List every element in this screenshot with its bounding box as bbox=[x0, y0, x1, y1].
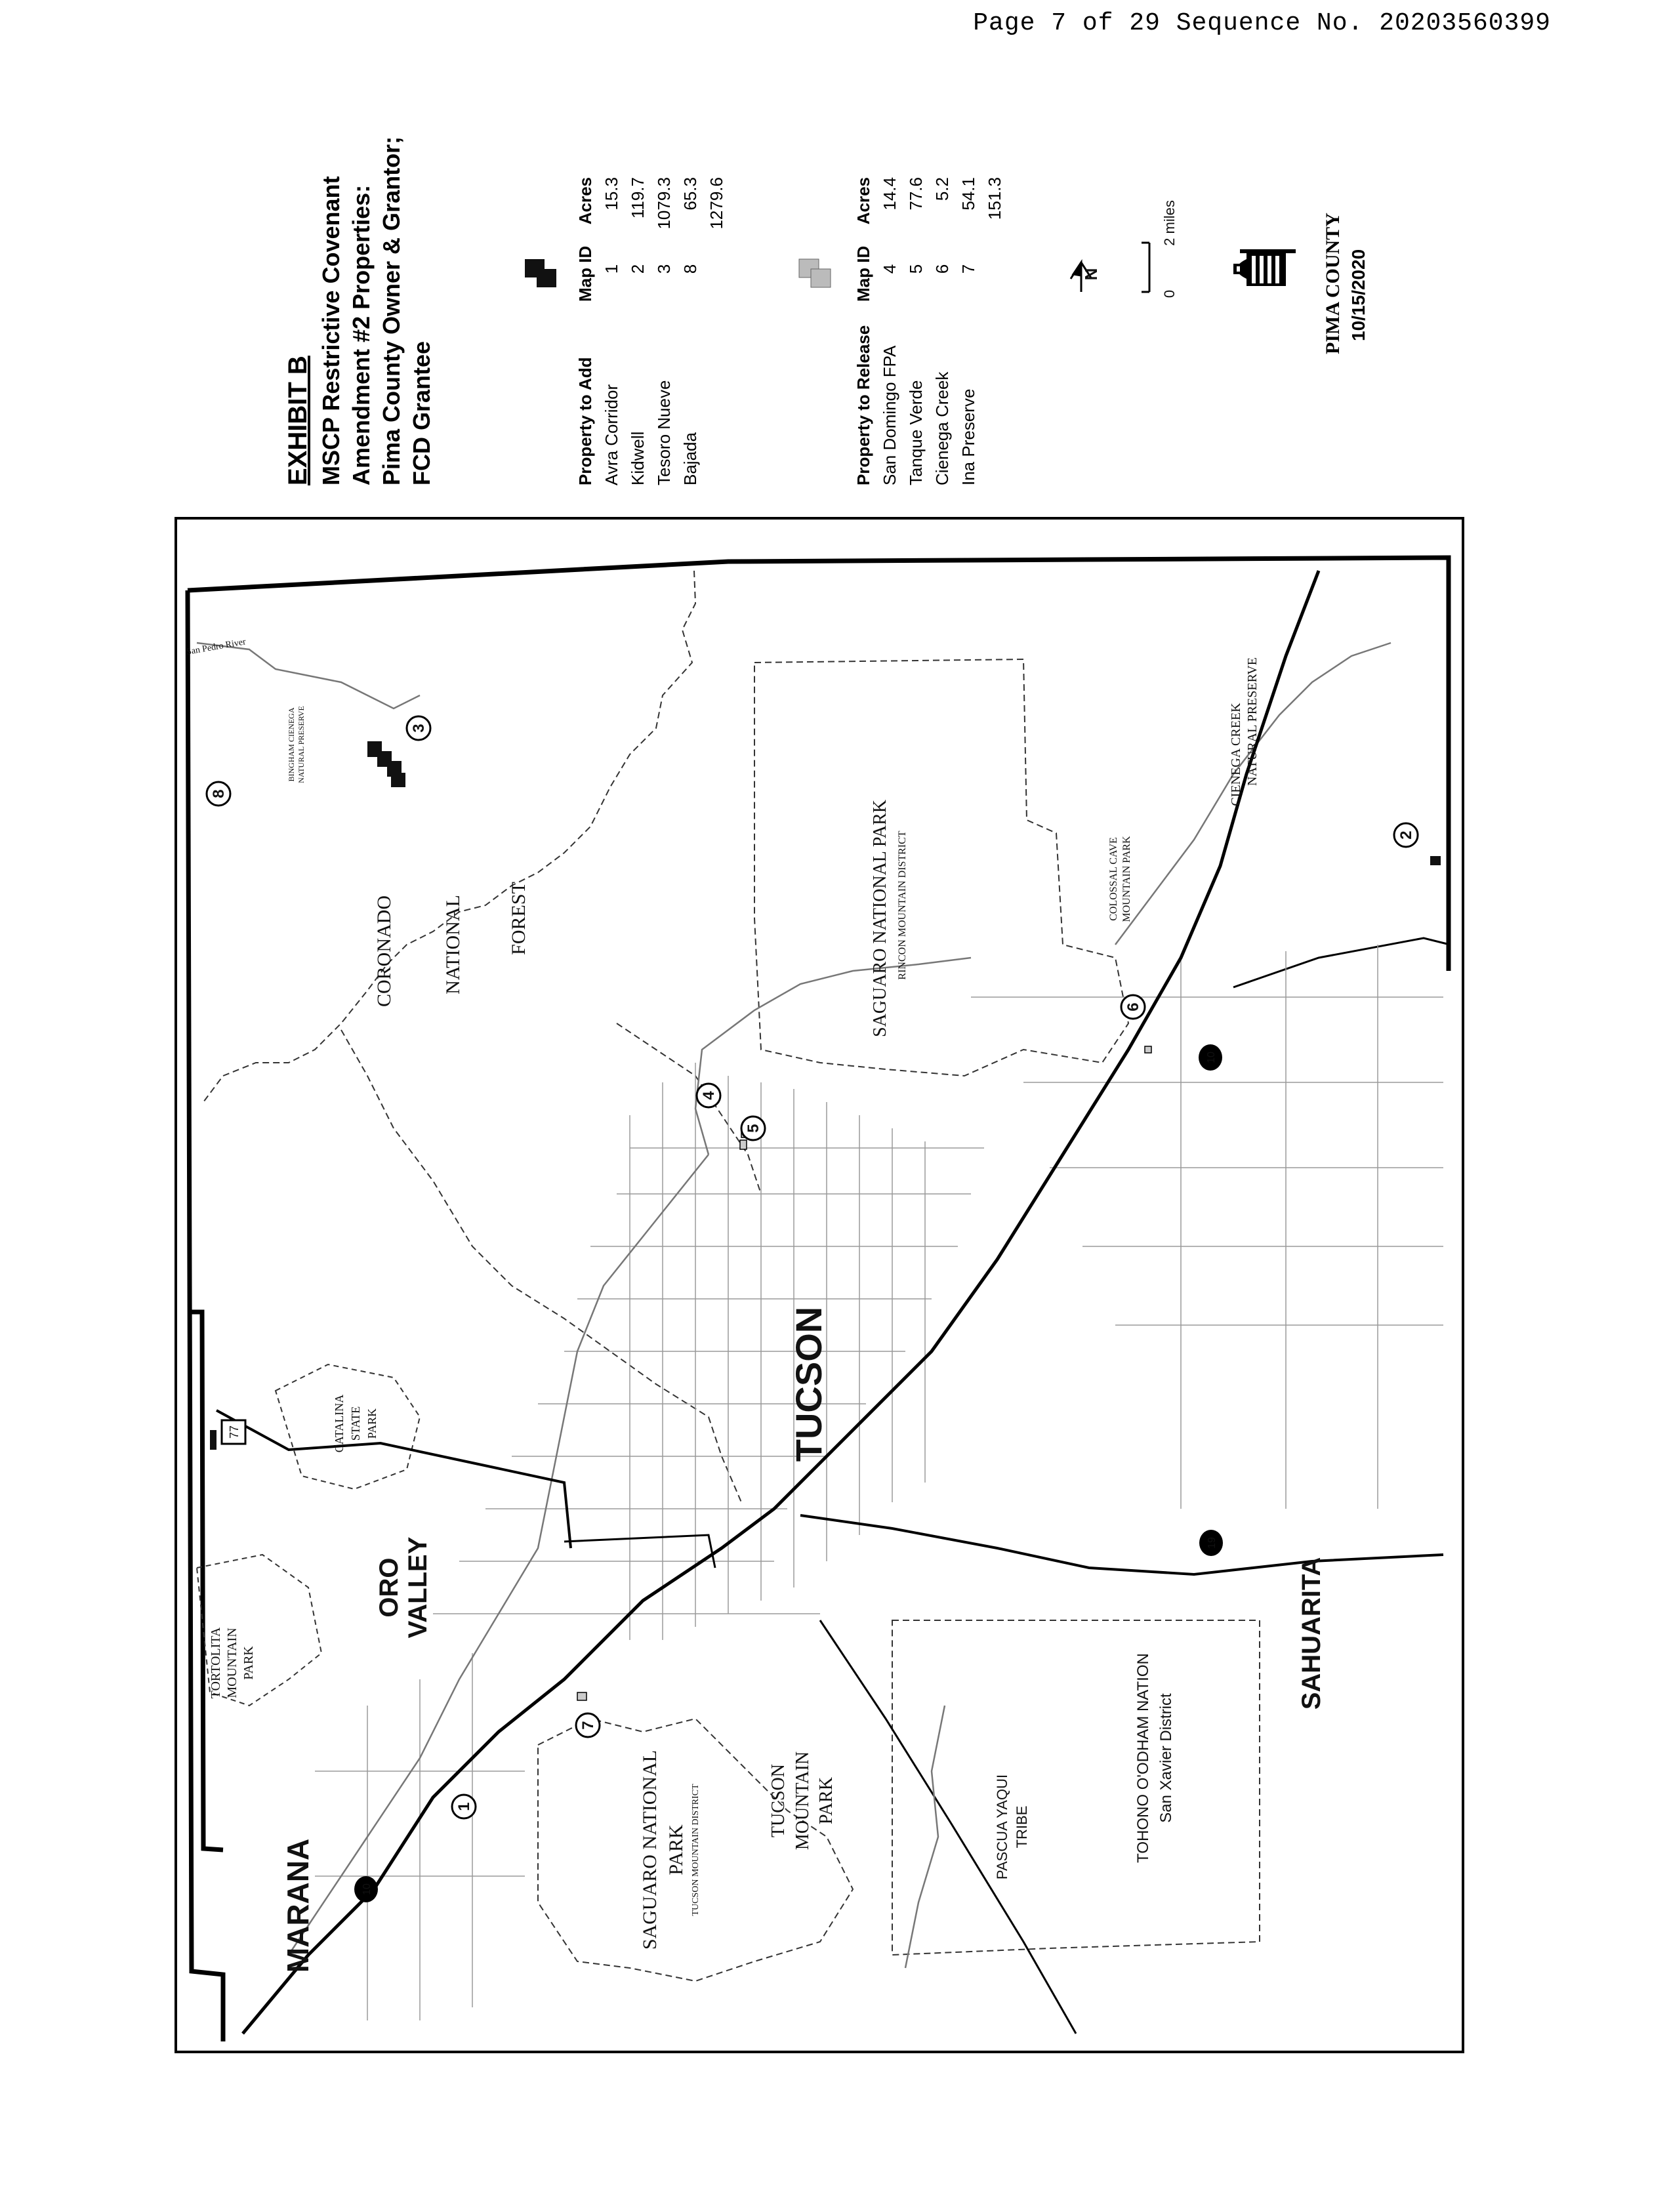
label-catalina-3: PARK bbox=[365, 1408, 379, 1439]
label-pascua-2: TRIBE bbox=[1014, 1805, 1030, 1849]
map-markers bbox=[207, 716, 1418, 1818]
scale-bar bbox=[1142, 243, 1149, 292]
scale-end: 2 miles bbox=[1161, 200, 1178, 246]
label-oro: ORO bbox=[375, 1557, 403, 1618]
label-rincon: RINCON MOUNTAIN DISTRICT bbox=[897, 830, 908, 980]
label-saguaro-west-2: PARK bbox=[665, 1824, 687, 1875]
label-tortolita-3: PARK bbox=[241, 1646, 256, 1680]
county-building-icon bbox=[1233, 249, 1296, 286]
marker-1: 1 bbox=[455, 1802, 473, 1811]
legend-add: Property to Add Map ID Acres Avra Corridor 1 15.3 Kidwell 2 119.7 Tesoro Nueve 3 1079.3 Bajada 8 65.3 1279.6 bbox=[572, 177, 730, 485]
label-tucson: TUCSON bbox=[788, 1306, 829, 1462]
marker-6: 6 bbox=[1124, 1002, 1142, 1012]
label-tortolita-2: MOUNTAIN bbox=[225, 1628, 239, 1698]
page-header: Page 7 of 29 Sequence No. 20203560399 bbox=[973, 9, 1551, 37]
north-letter: N bbox=[1081, 268, 1101, 281]
saguaro-east-boundary bbox=[754, 659, 1128, 1076]
label-saguaro-east: SAGUARO NATIONAL PARK bbox=[870, 800, 890, 1037]
label-tohono-1: TOHONO O'ODHAM NATION bbox=[1134, 1653, 1152, 1863]
label-tucson-mtn-district: TUCSON MOUNTAIN DISTRICT bbox=[691, 1784, 701, 1916]
label-forest: FOREST bbox=[508, 882, 529, 955]
legend-release-total: 151.3 bbox=[985, 177, 1004, 220]
legend-swatch-add bbox=[525, 259, 556, 287]
scale-start: 0 bbox=[1161, 289, 1178, 298]
label-national: NATIONAL bbox=[442, 895, 464, 994]
label-bingham-2: NATURAL PRESERVE bbox=[297, 706, 306, 783]
label-san-pedro: San Pedro River bbox=[185, 637, 247, 657]
label-coronado: CORONADO bbox=[373, 895, 395, 1008]
label-colossal-2: MOUNTAIN PARK bbox=[1121, 836, 1132, 922]
exhibit-title: EXHIBIT B bbox=[283, 356, 312, 485]
svg-text:19: 19 bbox=[1206, 1537, 1218, 1549]
label-tucson-mtn-1: TUCSON bbox=[768, 1763, 789, 1838]
agency-date: 10/15/2020 bbox=[1348, 249, 1369, 341]
label-valley: VALLEY bbox=[403, 1536, 432, 1639]
san-xavier-boundary bbox=[892, 1620, 1260, 1955]
label-tucson-mtn-3: PARK bbox=[816, 1776, 836, 1825]
interstate-19 bbox=[800, 1515, 1443, 1574]
highway-shields bbox=[222, 1044, 1223, 1902]
marker-8: 8 bbox=[210, 789, 228, 798]
label-tucson-mtn-2: MOUNTAIN bbox=[793, 1751, 813, 1851]
agency-name: PIMA COUNTY bbox=[1322, 213, 1344, 354]
legend-swatch-release bbox=[799, 259, 831, 287]
label-sahuarita: SAHUARITA bbox=[1297, 1557, 1326, 1710]
label-catalina-1: CATALINA bbox=[333, 1394, 346, 1453]
place-labels bbox=[186, 637, 1326, 1973]
label-cienega-2: NATURAL PRESERVE bbox=[1245, 657, 1260, 787]
svg-text:10: 10 bbox=[361, 1883, 373, 1895]
marker-7: 7 bbox=[579, 1721, 597, 1730]
parcels-release bbox=[577, 1046, 1151, 1700]
route-77 bbox=[216, 1410, 571, 1548]
marker-2: 2 bbox=[1397, 830, 1415, 840]
label-tohono-2: San Xavier District bbox=[1157, 1693, 1175, 1823]
marker-5: 5 bbox=[745, 1124, 762, 1133]
label-marana: MARANA bbox=[281, 1838, 315, 1973]
label-cienega-1: CIENEGA CREEK bbox=[1229, 703, 1243, 806]
legend-add-total: 1279.6 bbox=[707, 177, 726, 230]
label-catalina-2: STATE bbox=[349, 1406, 362, 1441]
label-saguaro-west-1: SAGUARO NATIONAL bbox=[639, 1750, 661, 1950]
marker-4: 4 bbox=[700, 1091, 718, 1100]
svg-text:77: 77 bbox=[228, 1425, 241, 1439]
forest-boundary bbox=[203, 571, 695, 1102]
label-tortolita-1: TORTOLITA bbox=[209, 1627, 223, 1699]
label-bingham-1: BINGHAM CIENEGA bbox=[287, 707, 296, 782]
exhibit-subtitle: MSCP Restrictive Covenant Amendment #2 Properties: Pima County Owner & Grantor; FCD Grantee bbox=[318, 136, 435, 485]
legend-release: Property to Release Map ID Acres San Domingo FPA 4 14.4 Tanque Verde 5 77.6 Cienega Creek 6 5.2 Ina Preserve 7 54.1 151.3 bbox=[850, 177, 1008, 485]
street-grid bbox=[315, 945, 1443, 2020]
svg-text:10: 10 bbox=[1206, 1052, 1217, 1063]
label-colossal-1: COLOSSAL CAVE bbox=[1108, 837, 1119, 921]
label-pascua-1: PASCUA YAQUI bbox=[994, 1774, 1010, 1880]
marker-3: 3 bbox=[410, 724, 428, 733]
